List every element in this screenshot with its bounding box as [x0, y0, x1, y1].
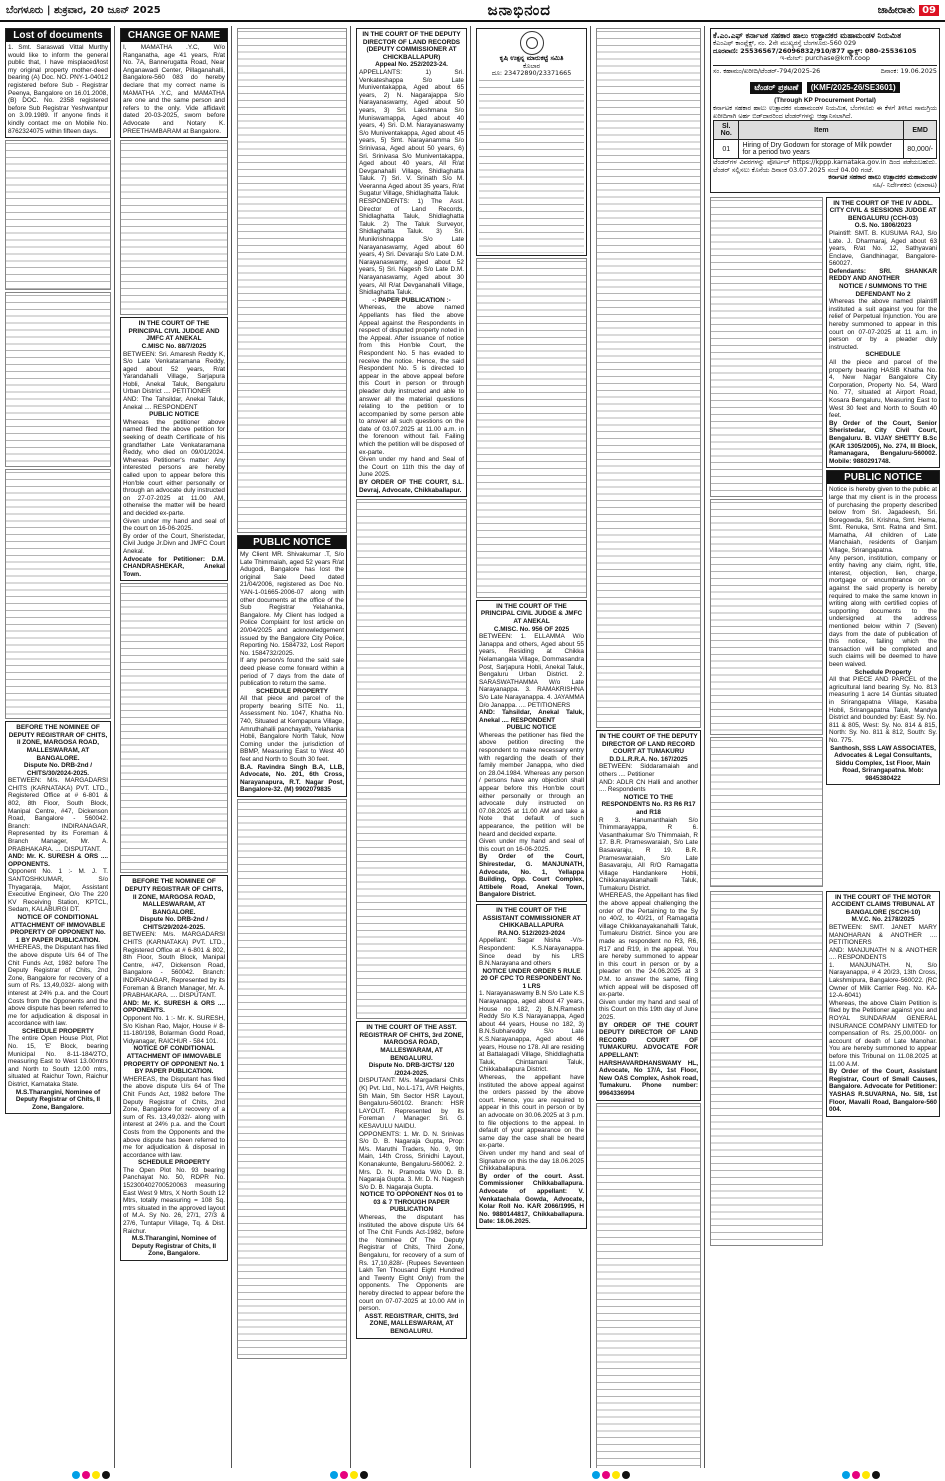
black-dot — [360, 1471, 368, 1479]
change-of-name-ad — [120, 28, 228, 138]
schedule-title: SCHEDULE — [865, 351, 901, 359]
mact-notice — [826, 891, 940, 1117]
kannada-notice-block — [710, 891, 823, 1246]
public-notice-claim: Any person, institution, company or entity having any claim, right, title, interest, objection, lien, charge, mortgage or encumbrance on or against the said property is hereby required to make the same known in writing along with certified copies of supporting documents to the undersigned at the address mentioned below within 7 (Seven) days from the date of publication of this notice, failing which the transaction will be completed and such claims will be deemed to have been waived. — [829, 554, 937, 668]
anekal-court-notice — [120, 317, 228, 581]
tender-date: ದಿನಾಂಕ: 19.06.2025 — [880, 66, 937, 75]
cyan-dot — [330, 1471, 338, 1479]
black-dot — [872, 1471, 880, 1479]
chits-dispute-notice — [120, 875, 228, 1261]
notice-signature: ASST. REGISTRAR, CHITS, 3rd ZONE, MALLESWARAM, AT BENGALURU. — [364, 1312, 459, 1335]
column-7-left — [710, 195, 823, 889]
disputant: DISPUTANT: M/s. Margadarsi Chits (K) Pvt. Ltd., No.L-171, AVR Heights, 5th Main, 5th Sector HSR Layout, Bengaluru-560102. Branch: HSR LAYOUT. Represented by its Foreman / Manager: Sri. G. KESAVULU NAIDU. — [359, 1077, 464, 1130]
public-notice-advocate: Santhosh, SSS LAW ASSOCIATES, Advocates & Legal Consultants, Siddu Complex, 1st Floor, Main Road, Srirangapatna. Mob: 9845380422 — [830, 744, 936, 782]
kannada-notice-block — [596, 1103, 701, 1469]
notice-and: AND: Mr. K. SURESH & ORS .... OPPONENTS. — [123, 999, 225, 1015]
public-notice-claim: If any person/s found the said sale deed please come forward within a period of 7 days from the date of publication to return the same. — [240, 657, 344, 688]
column-7-split-lower — [710, 889, 940, 1248]
cyan-dot — [842, 1471, 850, 1479]
tender-sign: ಕರ್ನಾಟಕ ಸಹಕಾರ ಹಾಲು ಉತ್ಪಾದಕರ ಮಹಾಮಂಡಳ — [828, 173, 937, 182]
kannada-notice-block — [710, 737, 823, 887]
court-name: IN THE COURT OF THE DEPUTY DIRECTOR OF LAND RECORD COURT AT TUMAKURU — [599, 733, 698, 756]
column-4 — [353, 26, 471, 1468]
magenta-dot — [602, 1471, 610, 1479]
appellants: APPELLANTS: 1) Sri. Venkateshappa S/o Late Muniventakappa, Aged about 65 years, 2) N. Nagarajappa S/o Narayanaswamy, Aged about 50 years, 3) Sri. Lakshmana S/o Muniswamappa, Aged about 40 years, 4) Sri. D.M. Narayanaswamy S/o Muniventakappa, Aged about 45 years, 5) Smt. Narayanamma S/o Srinivasa, Aged about 50 years, 6) Sri. Srinivasa S/o Muniventakappa, Aged about 40 years, All R/at Devganahalli Village, Shidlaghatta Taluk. 7) Sri. V. Srinath S/o M. Veeranna Aged about 35 years, R/at Sugatur Village, Shidlaghatta Taluk. — [359, 68, 464, 198]
notice-heading: PUBLIC NOTICE — [506, 724, 557, 732]
masthead-date: ಬೆಂಗಳೂರು | ಶುಕ್ರವಾರ, 20 ಜೂನ್ 2025 — [6, 4, 161, 16]
case-between: BETWEEN: Siddaramaiah and others .... Petitioner — [599, 763, 698, 778]
case-number: D.D.L.R.R.A. No. 167/2025 — [609, 755, 688, 763]
tender-org-address: ಕೆಎಂಎಫ್ ಕಾಂಪ್ಲೆಕ್ಸ್, ನಂ. 2ನೇ ಮುಖ್ಯರಸ್ತೆ ಬೆಂಗಳೂರು-560 029 — [713, 39, 857, 47]
tender-ref-row — [713, 68, 937, 76]
schedule-body: The entire Open House Plot, Plot No. 15, 'E' Block, bearing Municipal No. 8-11-184/2TO, measuring East to West 13.00mtrs and North to South 12.00 mtrs, situated at Raichur Town, Raichur District, Karnataka State. — [8, 1035, 108, 1089]
lost-documents-ad — [5, 28, 111, 138]
notice-opponent: Opponent No. 1 :- Mr. K. SURESH, S/o Kishan Rao, Major, House # 8-11-180/198, Bolarman Godd Road, Vidyanagar, RAICHUR - 584 101. — [123, 1015, 225, 1045]
emblem-icon — [520, 31, 544, 55]
column-2 — [117, 26, 232, 1468]
table-header: Sl. No. — [714, 121, 739, 140]
tender-org-name: ಕೆ.ಎಂ.ಎಫ್ ಕರ್ನಾಟಕ ಸಹಕಾರ ಹಾಲು ಉತ್ಪಾದಕರ ಮಹಾಮಂಡಳ ನಿಯಮಿತ — [713, 31, 902, 40]
column-7-left-lower — [710, 889, 823, 1248]
yellow-dot — [862, 1471, 870, 1479]
apmc-notice — [476, 28, 587, 256]
tender-intro: ಕರ್ನಾಟಕ ಸಹಕಾರ ಹಾಲು ಉತ್ಪಾದಕರ ಮಹಾಮಂಡಳ ನಿಯಮಿತ, ಬೆಂಗಳೂರು ಈ ಕೆಳಗೆ ತಿಳಿಸಿದ ಸಾಮಗ್ರಿಯ ಖರೀದಿಗಾಗಿ ಅರ್ಹ ಬಿಡ್‌ದಾರರಿಂದ ಟೆಂಡರ್‌ಗಳನ್ನು ಆಹ್ವಾನಿಸಲಾಗಿದೆ. — [713, 103, 937, 120]
cyan-dot — [592, 1471, 600, 1479]
notice-body: Whereas the above named plaintiff instituted a suit against you for the relief of Perpetual Injunction. You are hereby summoned to appear in this court on 07-07-2025 at 11 a.m. in person or by a pleader duly instructed. — [829, 298, 937, 351]
plaintiff: Plaintiff: SMT. B. KUSUMA RAJ, S/o Late. J. Dharmaraj, Aged about 63 years, R/at No. 12, Sathyavani Enclave, Gandhinagar, Bangalore-560027. — [829, 229, 937, 268]
black-dot — [102, 1471, 110, 1479]
public-notice-body: Notice is hereby given to the public at large that my client is in the process of purchasing the property described below from Sri. Jagadeesh, Sri. Boregowda, Sri. Krishna, Smt. Hema, Smt. Renuka, Smt. Ratna and Smt. Mamatha, All children of Late Manchaiah, residents of Ganjam Village, Srirangapatna. — [829, 486, 937, 555]
kannada-notice-block — [596, 28, 701, 728]
respondents: RESPONDENTS: 1) The Asst. Director of Land Records, Shidlaghatta Taluk, Shidlaghatta Taluk. 2) The Taluk Surveyor, Shidlaghatta Taluk. 3) Sri. Munikrishnappa S/o Late Narayanaswamy, Aged about 60 years, 4) Sri. Devaraju S/o Late D.M. Narayanaswamy, aged about 52 years, 5) Sri. Nagesh S/o Late D.M. Narayanaswamy, Aged about 30 years, All R/at Devganahalli Village, Shidlaghatta Taluk. — [359, 198, 464, 297]
schedule-title: SCHEDULE PROPERTY — [21, 1027, 95, 1035]
kannada-notice-block — [476, 258, 587, 598]
case-number: C.MISC No. 88/7/2025 — [141, 342, 207, 350]
parties: Appellant: Sagar Nisha -V/s- Respondent: K.S.Narayanappa. Since dead by his LRS B.N.Narayana and others — [479, 937, 584, 968]
column-5 — [473, 26, 591, 1468]
notice-signature: M.S.Tharangini, Nominee of Deputy Registrar of Chits, II Zone, Bangalore. — [131, 1235, 217, 1258]
table-header: EMD — [904, 121, 937, 140]
kannada-notice-block — [710, 499, 823, 735]
schedule-body: All that piece and parcel of the property bearing SITE No. 11, Assessment No. 1047, Khatha No. 740, Situated at Kempapura Village, Amruthahalli panchayath, Yelahanka Hobli, Bangalore North Taluk, Now Coming under the jurisdiction of BBMP, Measuring East to West 40 feet and North to South 30 feet. — [240, 695, 344, 764]
defendants: Defendants: SRI. SHANKAR REDDY AND ANOTHER — [829, 267, 937, 283]
tender-title: ಟೆಂಡರ್ ಪ್ರಕಟಣೆ — [750, 82, 802, 94]
notice-between: BETWEEN: M/s. MARGADARSI CHITS (KARNATAKA) PVT. LTD., Registered Office at # 6-801 & 802, 8th Floor, South Block, Manipal Centre, #47, Dickenson Road, Bangalore - 560042. Branch: INDIRANAGAR, Represented by its Foreman & Branch Manager, Mr. A. PRABHAKARA. .... DISPUTANT. — [123, 931, 225, 1000]
public-notice-ad — [826, 470, 940, 785]
notice-body: Whereas, the appellant have instituted the above appeal against the orders passed by the above court. Hence, you are required to appear in this court in person or by an advocate on 30.06.2025 at 3 p.m. to file objections to the appeal. In default of your appearance on the same day the case shall be heard ex-parte. — [479, 1074, 584, 1150]
column-1 — [2, 26, 115, 1468]
kannada-notice-block — [120, 140, 228, 315]
case-between: BETWEEN: Sri. Amaresh Reddy K, S/o Late Venkataramana Reddy, aged about 52 years, R/at Yarandahalli Village, Sarjapura Hobli, Anekal Taluk, Bengaluru Urban District .... PETITIONER — [123, 350, 225, 396]
notice-given: Given under my hand and seal of the court on 16-06-2025. — [123, 517, 225, 533]
notice-opponent: Opponent No. 1 :- M. J. T. SANTOSHKUMAR, S/o Thyagaraja, Major, Assistant Executive Engineer, O/o The 220 KV Receiving Station, KPTCL, Sedam, KALABURGI DT. — [8, 868, 108, 914]
case-and: AND: MANJUNATH N & ANOTHER .... RESPONDENTS — [829, 946, 937, 962]
anekal-cmisc-notice — [476, 600, 587, 902]
notice-given: Given under my hand and seal of Signature on this the day 18.06.2025 Chikkaballapura. — [479, 1149, 584, 1173]
court-name: IN THE COURT OF THE ASSISTANT COMMISSIONER AT CHIKKABALLAPURA — [482, 906, 581, 930]
section-label: ಜಾಹೀರಾತು — [877, 4, 916, 16]
tender-email: ಇ-ಮೇಲ್: purchase@kmf.coop — [780, 54, 870, 63]
public-notice-ad — [237, 535, 347, 797]
kannada-notice-block — [5, 292, 111, 467]
yellow-dot — [612, 1471, 620, 1479]
column-7-right-lower — [826, 889, 940, 1248]
schedule-title: SCHEDULE PROPERTY — [137, 1159, 211, 1167]
black-dot — [622, 1471, 630, 1479]
notice-given: Given under my hand and seal of this Court on this 19th day of June 2025. — [599, 998, 698, 1021]
notice-heading: NOTICE TO OPPONENT Nos 01 to 03 & 7 THROUGH PAPER PUBLICATION — [360, 1191, 463, 1214]
opponents: OPPONENTS: 1. Mr. D. N. Srinivas S/o D. B. Nagaraja Gupta, Prop: M/s. Maruthi Traders, No. 9, 9th Main, 14th Cross, Srinidhi Layout, Konanakunte, Bengaluru-560062. 2. Mrs. D. N. Pramoda W/o D. B. Nagaraja Gupta. 3. Mr. D. N. Nagesh S/o D. B. Nagaraja Gupta. — [359, 1130, 464, 1191]
kannada-notice-block — [710, 197, 823, 497]
column-7 — [707, 26, 943, 1468]
notice-signature: M.S.Tharangini, Nominee of Deputy Registrar of Chits, II Zone, Bangalore. — [15, 1088, 101, 1111]
yellow-dot — [92, 1471, 100, 1479]
notice-body: Whereas the petitioner has filed the above petition directing the respondent to make necessary entry with regarding the death of their family member Janappa, who died on 28.04.1984. Whereas any person / persons have any objection shall appear before this Hon'ble court either personally or through an advocate duly instructed on 07.08.2025 at 11.00 AM and take a Note that default of such appearance, the petition will be heard and decided exparte. — [479, 731, 584, 838]
city-civil-court-notice — [826, 197, 940, 469]
notice-dispute-no: Dispute No. DRB-2nd / CHITS/30/2024-2025. — [23, 762, 93, 777]
table-cell: 01 — [714, 140, 739, 159]
kannada-notice-block — [237, 28, 347, 533]
notice-signature: By Order of the Court, Assistant Registrar, Court of Small Causes, Bangalore. Advocate for Petitioner: YASHAS R.SUVARNA, No. 5/8, 1st Floor, Mavalli Road, Bangalore-560 004. — [829, 1068, 937, 1114]
notice-body: WHEREAS, the Disputant has filed the above dispute U/s 64 of The Chit Funds Act, 1982 before The Deputy Registrar of Chits, 2nd Zone, Bangalore for recovery of a sum of Rs. 13,49,032/- along with interest at 24% p.a. and the Court Costs from the Opponents and the above dispute has been referred to me for adjudication & disposal in accordance with law. — [123, 1075, 225, 1159]
court-name: IN THE COURT OF THE PRINCIPAL CIVIL JUDGE AND JMFC AT ANEKAL — [128, 320, 220, 343]
court-name: IN THE COURT OF THE MOTOR ACCIDENT CLAIMS TRIBUNAL AT BANGALORE (SCCH-10) — [831, 893, 935, 916]
public-notice-body: My Client MR. Shivakumar .T, S/o Late Thimmaiah, aged 52 years R/at Adugodi, Bangalore has lost the original Sale Deed dated 21/04/2006, registered as Doc No. YAN-1-01665-2006-07 along with other documents at the office of the Sub Registrar Yelahanka, Bangalore. My Client has lodged a Police Complaint for lost article on 20/04/2025 and acknowledgement issued by the Bangalore City Police, Reporting No. 1584732, Lost Report No. 1584732/2025. — [240, 551, 344, 657]
public-notice-title: PUBLIC NOTICE — [238, 536, 346, 549]
column-7-split — [710, 195, 940, 889]
magenta-dot — [340, 1471, 348, 1479]
notice-signature: By Order of the Court, Senior Sheristedar, City Civil Court, Bengaluru. B. VIJAY SHETTY B.Sc (KAR 1305/2005), No. 274, III Block, Ramanagara, Bengaluru-560002. Mobile: 9880291748. — [829, 419, 937, 465]
court-name: IN THE COURT OF THE IV ADDL. CITY CIVIL & SESSIONS JUDGE AT BENGALURU (CCH-03) — [829, 199, 937, 222]
change-of-name-title: CHANGE OF NAME — [121, 29, 227, 42]
notice-dispute-no: Dispute No. DRB-2nd / CHITS/29/2024-2025. — [139, 916, 209, 931]
column-3 — [234, 26, 351, 1468]
table-cell: Hiring of Dry Godown for storage of Milk powder for a period two years — [739, 140, 904, 159]
notice-order: By Order of the Court, Shirestedar, G. MANJUNATH, Advocate, No. 1, Yellappa Building, Opp. Court Complex, Attibele Road, Anekal Town, Bangalore District. — [479, 853, 584, 899]
court-name: IN THE COURT OF THE ASST. REGISTRAR OF CHITS, 3rd ZONE, MARGOSA ROAD, MALLESWARAM, AT BENGALURU. — [359, 1024, 464, 1062]
column-6 — [593, 26, 705, 1468]
schedule-body: The Open Plot No. 93 bearing Panchayat No. 50, RDPR No. 152300402700520063 measuring East West 9 Mtrs, X North South 12 Mtrs, totally measuring = 108 Sq. mtrs situated in the approved layout of M.A. Sy No. 26, 27/1, 27/3 & 27/6, Tuntapur Village, Tq. & Dist. Raichur. — [123, 1166, 225, 1235]
kmf-tender-ad — [710, 28, 940, 193]
public-notice-title: PUBLIC NOTICE — [827, 471, 939, 484]
tender-body: ಟೆಂಡರ್‌ಗಳ ವಿವರಗಳನ್ನು ಪೋರ್ಟಲ್ https://kppp.karnataka.gov.in ದಿಂದ ಪಡೆಯಬಹುದು. ಟೆಂಡರ್ ಸಲ್ಲಿಸಲು ಕೊನೆಯ ದಿನಾಂಕ 03.07.2025 ಸಂಜೆ 04.00 ಗಂಟೆ. — [713, 158, 937, 174]
notice-body: Whereas, the above Claim Petition is filed by the Petitioner against you and ROYAL SUNDARAM GENERAL INSURANCE COMPANY LIMITED for compensation of Rs. 25,00,000/- on account of death of Late Manohar. You are hereby summoned to appear before this Tribunal on 11.08.2025 at 11.00 A.M. — [829, 999, 937, 1068]
asst-commissioner-notice — [476, 904, 587, 1229]
case-number: RA.NO. 512/2023-2024 — [497, 929, 566, 937]
chits-zone3-notice — [356, 1021, 467, 1338]
case-number: C.MISC. No. 956 OF 2025 — [493, 625, 570, 633]
notice-heading: NOTICE UNDER ORDER 5 RULE 20 OF CPC TO RESPONDENT No. 1 LRS — [480, 967, 583, 990]
cyan-dot — [72, 1471, 80, 1479]
appeal-number: Appeal No. 252/2023-24. — [375, 61, 448, 69]
dispute-number: Dispute No. DRB-3/CTS/ 120 /2024-2025. — [368, 1062, 455, 1077]
magenta-dot — [82, 1471, 90, 1479]
lost-documents-title: Lost of documents — [6, 29, 110, 42]
registration-marks — [0, 1469, 945, 1481]
notice-order: By order of the court. Asst. Commissioner Chikkaballapura. Advocate of appellant: V. Venkatachala Gowda, Advocate, Kolar Roll No. KAR 2066/1995, H No. 9880144817, Chikkaballapura. Date: 18.06.2025. — [479, 1172, 584, 1226]
magenta-dot — [852, 1471, 860, 1479]
change-of-name-text: I, MAMATHA .Y.C, W/o Ranganatha, age 41 years, R/at No. 7A, Bannerugatta Road, Near Anganawadi Center, Pillaganahalli, Bangalore-560 083 do hereby declare that my correct name is MAMATHA .Y.C, and MAMATHA are one and the same person and refers to the only. Vide affidavit dated 20-03-2025, sworn before Advocate and Notary K. PREETHAMBARAM at Bangalore. — [123, 44, 225, 135]
notice-heading: NOTICE TO THE RESPONDENTS No. R3 R6 R17 and R18 — [601, 793, 696, 816]
notice-given: Given under my hand and Seal of the Court on 11th this the day of June 2025. — [359, 456, 464, 479]
schedule-body: All that PIECE AND PARCEL of the agricultural land bearing Sy. No. 813 measuring 1 acre 14 Guntas situated in Srirangapatna Village, Kasaba Hobli, Srirangapatna Taluk, Mandya District and bounded by: East: Sy. No. 811 & 805, West: Sy. No. 814 & 815, North: Sy. No. 811 & 812, South: Sy. No. 775. — [829, 676, 937, 744]
table-header: Item — [739, 121, 904, 140]
notice-and: AND: Mr. K. SURESH & ORS .... OPPONENTS. — [8, 853, 108, 868]
case-number: M.V.C. No. 2178/2025 — [851, 916, 915, 924]
notice-order: By order of the Court, Sheristedar, Civil Judge Jr.Divn and JMFC Court Anekal. — [123, 532, 225, 555]
kannada-notice-block — [5, 140, 111, 290]
notice-heading: NOTICE / SUMMONS TO THE DEFENDANT No 2 — [839, 283, 927, 298]
case-and: AND: Tahsildar, Anekal Taluk, Anekal .... RESPONDENT — [479, 709, 584, 724]
tender-sign-2: ಸಹಿ/- ನಿರ್ದೇಶಕರು (ಮಾರಾಟ) — [872, 180, 937, 189]
schedule-title: SCHEDULE PROPERTY — [255, 687, 329, 695]
ddlr-tumakuru-notice — [596, 730, 701, 1101]
notice-body: Whereas, the disputant has instituted the above dispute U/s 64 of The Chit Funds Act-1982, before the Nominee Of The Deputy Registrar of Chits, Third Zone, Bengaluru, for recovery of a sum of Rs. 17,10,828/- (Rupees Seventeen Lakh Ten Thousand Eight Hundred and Twenty Eight Only) from the opponents. The Opponents are hereby directed to appear before the court on 07-07-2025 at 10.00 AM in person. — [359, 1214, 464, 1313]
org-name: ಕೃಷಿ ಉತ್ಪನ್ನ ಮಾರುಕಟ್ಟೆ ಸಮಿತಿ — [499, 54, 564, 62]
org-phone: ದೂ: 23472890/23371665 — [491, 69, 572, 78]
masthead-section — [878, 5, 939, 16]
yellow-dot — [350, 1471, 358, 1479]
schedule-body: All the piece and parcel of the property bearing HASIB Khatha No. 4, New Nagar Bangalore City Corporation, Property No. 54, Ward No. 77, situated at Airport Road, Kosara Bengaluru, Measuring East to West 30 feet and North to South 40 feet. — [829, 359, 937, 420]
notice-order: BY ORDER OF THE COURT, S.L. Devraj, Advocate, Chikkaballapur. — [359, 479, 464, 494]
notice-heading: PUBLIC NOTICE — [149, 411, 199, 419]
notice-order: BY ORDER OF THE COURT DEPUTY DIRECTOR OF LAND RECORD COURT OF TUMAKURU. ADVOCATE FOR APPELLANT: HARSHAVARDHANSWAMY HL, Advocate, No 17/A, 1st Floor, New OAS Complex, Ashok road, Tumakuru. Phone number: 9964336994 — [599, 1021, 698, 1097]
column-7-right — [826, 195, 940, 889]
notice-before: BEFORE THE NOMINEE OF DEPUTY REGISTRAR OF CHITS, II ZONE, MARGOSA ROAD, MALLESWARAM, AT BANGALORE. — [8, 724, 108, 762]
masthead-title: ಜನಾಭಿನಂದ — [487, 1, 551, 19]
case-and: AND: ADLR CN Halli and another .... Respondents — [599, 778, 698, 794]
court-name: IN THE COURT OF THE DEPUTY DIRECTOR OF LAND RECORDS (DEPUTY COMMISSIONER AT CHICKBALLAPUR) — [362, 31, 461, 61]
org-place: ಕೊಲಾರ — [523, 61, 540, 70]
respondents: R 3. Hanumanthaiah S/o Thimmarayappa, R 6. Vasanthakumar S/o Thimmaiah, R 17. B.R. Prameswaraiah, S/o Late Basavaraju, R 19. B.R. Prameswaraiah, S/o Late Basavaraju, All R/O Ramagatta Village Handankere Hobli, Chikkanayakanahalli Taluk, Tumakuru District. — [599, 816, 698, 892]
case-and: AND: The Tahsildar, Anekal Taluk, Anekal .... RESPONDENT — [123, 396, 225, 411]
respondent-lrs: 1. Narayanaswamy B.N S/o Late K.S Narayanappa, aged about 47 years, House no 182, 2) B.N.Ramesh Reddy S/o K.S Narayanappa, Aged about 44 years, House no 182, 3) B.N.Subhareddy S/o Late K.S.Narayanappa, Aged about 46 years, House no 178. All are residing at Battalagadi Village, Shiddlaghatta Taluk, Chintamani Taluk, Chikkaballapura District. — [479, 990, 584, 1074]
kannada-notice-block — [237, 799, 347, 1359]
notice-before: BEFORE THE NOMINEE OF DEPUTY REGISTRAR OF CHITS, II ZONE, MARGOSA ROAD, MALLESWARAM, AT BANGALORE. — [124, 878, 224, 916]
tender-phone: ದೂರವಾಣಿ: 25536567/26096832/910/877 ಫ್ಯಾಕ್ಸ್: 080-25536105 — [713, 46, 917, 55]
ddlr-appeal-notice — [356, 28, 467, 497]
kannada-notice-block — [356, 499, 467, 1019]
schedule-title: Schedule Property — [854, 668, 912, 676]
lost-documents-text: 1. Smt. Saraswati Vittal Murthy would like to inform the general public that, I have misplaced/lost my original property mother-deed bearing (A) Doc. NO. PNY-1-04012 registered before Sub - Registrar Peenya, Bangalore on 16.01.2008, (B) DOC. No. 2358 registered before Sub Registrar Yeshwantpur on 3.09.1989. If anyone finds it kindly contact me on Mobile No. 8762324075 within fifteen days. — [8, 44, 108, 135]
notice-between: BETWEEN: M/s. MARGADARSI CHITS (KARNATAKA) PVT. LTD., Registered Office at # 6-801 & 802, 8th Floor, South Block, Manipal Centre, #47, Dickenson Road, Bangalore - 560042. Branch: INDIRANAGAR, Represented by its Foreman & Branch Manager, Mr. A. PRABHAKARA. .... DISPUTANT. — [8, 777, 108, 853]
public-notice-advocate: B.A. Ravindra Singh B.A, LLB, Advocate, No. 201, 6th Cross, Narayanapura, R.T. Nagar Post, Bangalore-32. (M) 9902079835 — [240, 763, 344, 794]
page-number: 09 — [919, 5, 939, 16]
tender-ref: ಸಂ. ಕಹಾಮಂ/ಖರೀದಿ/ಟೆಂಡರ್-794/2025-26 — [713, 66, 821, 75]
table-row — [714, 140, 937, 159]
court-name: IN THE COURT OF THE PRINCIPAL CIVIL JUDGE & JMFC AT ANEKAL — [480, 602, 583, 625]
chits-dispute-notice — [5, 721, 111, 1114]
notice-heading: -: PAPER PUBLICATION :- — [372, 296, 451, 304]
notice-advocate: Advocate for Petitioner: D.M. CHANDRASHEKAR, Anekal Town. — [123, 555, 225, 578]
masthead — [0, 0, 945, 22]
notice-body: WHEREAS, the Disputant has filed the above dispute U/s 64 of The Chit Funds Act, 1982 before The Deputy Registrar of Chits, 2nd Zone, Bangalore for recovery of a sum of Rs. 13,49,032/- along with interest at 24% p.a. and the Court Costs from the Opponents and the above dispute has been referred to me for adjudication & disposal in accordance with law. — [8, 944, 108, 1028]
notice-body: Whereas, the above named Appellants has filed the above Appeal against the Respondents in respect of disputed property noted in the Appeal. After issuance of notice from this Hon'ble Court, the Respondent No. 5 has evaded to receive the notice. Hence, the said Respondent No. 5 is directed to appear in the above appeal before this Court in person or through pleader duly instructed and able to answer all the material questions relating to the petition or to accompanied by some person able to answer all such questions on the date of 03.07.2025 at 11.00 a.m. in the forenoon without fail. Failing which the petition will be disposed of ex-parte. — [359, 304, 464, 456]
notice-heading: NOTICE OF CONDITIONAL ATTACHMENT OF IMMOVABLE PROPERTY OF OPPONENT No. 1 BY PAPER PUBLICATION. — [10, 913, 106, 944]
notice-heading: NOTICE OF CONDITIONAL ATTACHMENT OF IMMOVABLE PROPERTY OF OPPONENT No. 1 BY PAPER PUBLICATION. — [123, 1045, 225, 1076]
kannada-notice-block — [5, 469, 111, 719]
notice-body: WHEREAS, the Appellant has filed the above appeal challenging the order of the Pertaining to the Sy no 40/2, to 40/21, of Ramagatta village Chikkanayakanahalli Taluk, Tumakuru District. Since you are made as respondent no R3, R6, R17 and R19, in the appeal. You are hereby summoned to appear in this court in person or by a pleader on the 24.06.2025 at 3 P.M. to answer the same, filing which appeal will be disposed off ex-parte. — [599, 892, 698, 999]
respondent: 1. MANJUNATH. N, S/o Narayanappa, # 4 20/23, 13th Cross, Lakshmipura, Bangalore-560022. (RC Owner of Milk Carrier Reg. No. KA-12-A-6041) — [829, 961, 937, 1000]
tender-subtitle: (Through KP Procurement Portal) — [774, 97, 876, 105]
tender-code: (KMF/2025-26/SE3601) — [807, 82, 900, 93]
case-between: BETWEEN: SMT. JANET MARY MANOHARAN & ANOTHER .... PETITIONERS — [829, 923, 937, 947]
kannada-notice-block — [120, 583, 228, 873]
case-between: BETWEEN: 1. ELLAMMA W/o Janappa and others, Aged about 55 years, Residing at Chikka Nelamangala Village, Dommasandra Post, Sarjapura Hobli, Anekal Taluk, Bengaluru Urban District. 2. SARASWATHAMMA W/o Late Narayanappa. 3. RAMAKRISHNA S/o Late Narayanappa. 4. JAYAMMA D/o Janappa. .... PETITIONERS — [479, 633, 584, 709]
notice-body: Whereas the petitioner above named filed the above petition for seeking of death Certificate of his grandfather Late Venkataramana Reddy, who died on 09/01/2024. Whereas Petitioner's matter: Any interested persons are hereby called upon to appear before this Hon'ble court either personally or through an advocate duly instructed on 27-07-2025 at 11.00 AM, otherwise the matter will be heard and decided ex-parte. — [123, 418, 225, 517]
case-number: O.S. No. 1806/2023 — [854, 222, 912, 230]
notice-given: Given under my hand and seal of this court on 16-06-2025. — [479, 838, 584, 853]
table-cell: 80,000/- — [904, 140, 937, 159]
tender-table — [713, 120, 937, 159]
